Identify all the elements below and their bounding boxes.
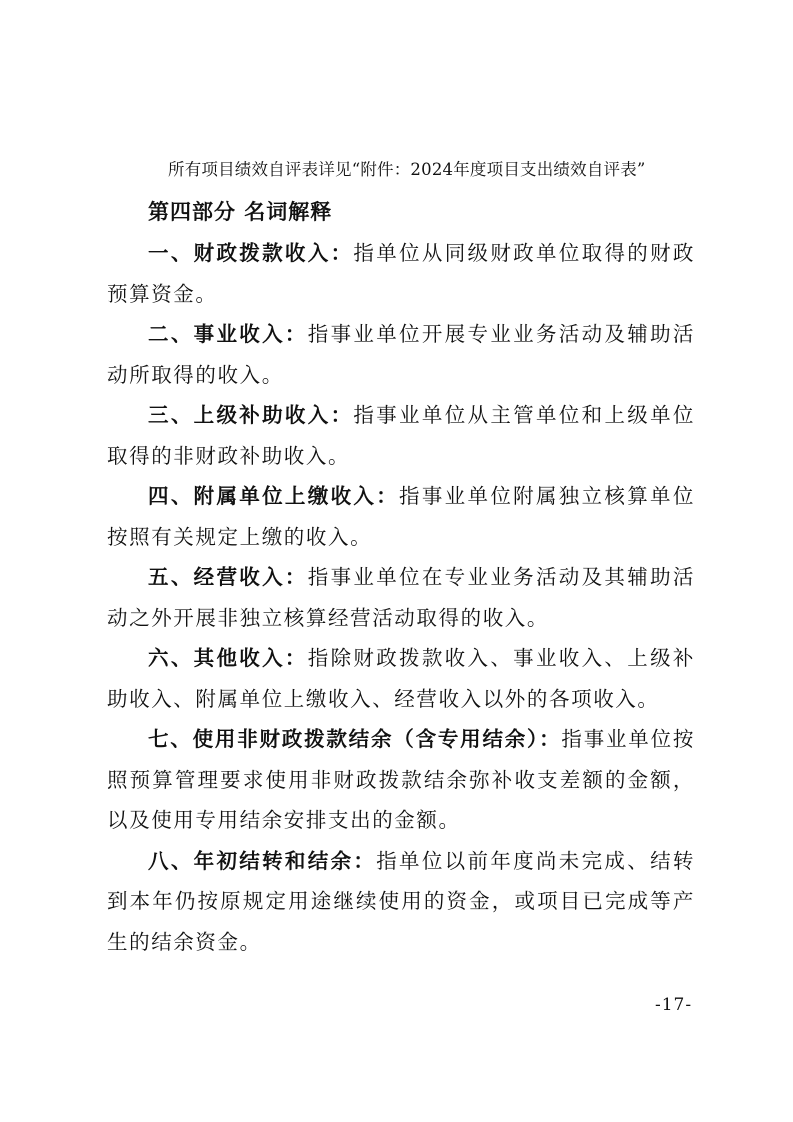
term-definition: 指事业单位开展专业业务活动及辅助活动所取得的收入。 [107,322,695,387]
term-definition: 指事业单位附属独立核算单位按照有关规定上缴的收入。 [107,484,695,549]
term-paragraph [107,395,695,476]
term-definition: 指单位以前年度尚未完成、结转到本年仍按原规定用途继续使用的资金，或项目已完成等产生的结余资金。 [107,848,695,954]
term-definition: 指事业单位按照预算管理要求使用非财政拨款结余弥补收支差额的金额，以及使用专用结余安排支出的金额。 [107,727,695,832]
section-heading: 第四部分 名词解释 [148,200,333,224]
term-name: 五、经营收入： [148,565,308,589]
term-name: 八、年初结转和结余： [148,848,377,873]
term-paragraph [107,314,695,395]
term-definitions [107,233,695,962]
term-paragraph [107,476,695,557]
term-definition: 指除财政拨款收入、事业收入、上级补助收入、附属单位上缴收入、经营收入以外的各项收入。 [107,646,695,711]
page-number: -17- [655,995,693,1015]
term-name: 三、上级补助收入： [148,403,354,427]
intro-paragraph: 所有项目绩效自评表详见“附件：2024年度项目支出绩效自评表” [168,160,646,179]
term-definition: 指单位从同级财政单位取得的财政预算资金。 [107,241,696,306]
term-paragraph [107,233,695,314]
term-name: 一、财政拨款收入： [148,241,354,265]
term-name: 四、附属单位上缴收入： [148,484,400,508]
term-name: 六、其他收入： [148,646,308,670]
term-definition: 指事业单位从主管单位和上级单位取得的非财政补助收入。 [107,403,696,468]
term-paragraph [107,841,695,963]
term-paragraph [107,719,695,841]
term-paragraph [107,638,695,719]
term-name: 二、事业收入： [148,322,308,346]
term-definition: 指事业单位在专业业务活动及其辅助活动之外开展非独立核算经营活动取得的收入。 [107,565,695,630]
term-paragraph [107,557,695,638]
term-name: 七、使用非财政拨款结余（含专用结余）： [148,727,562,751]
